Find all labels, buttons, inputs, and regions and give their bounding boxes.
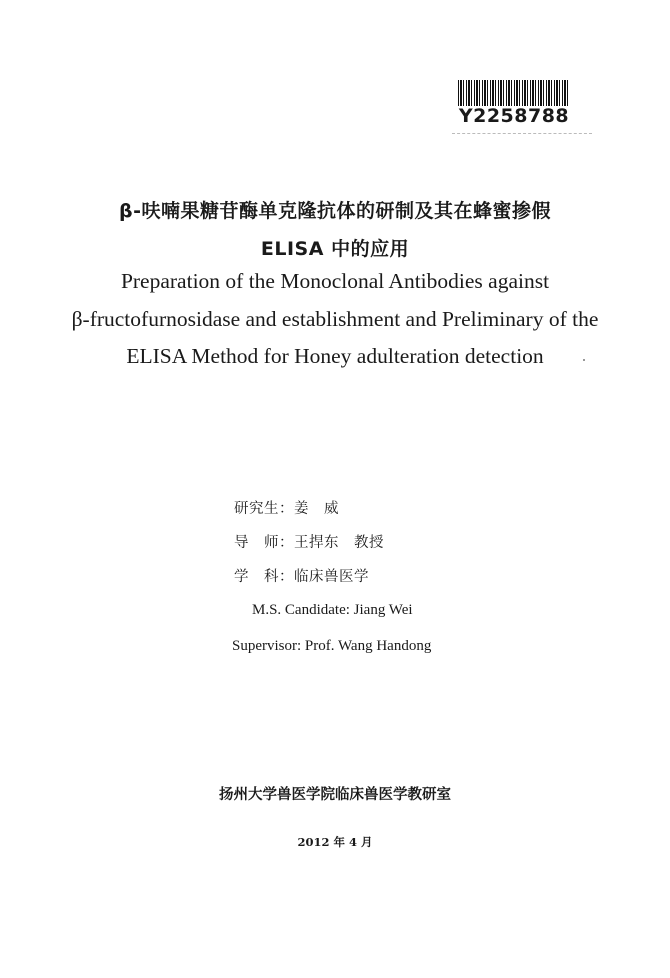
scan-speck (583, 359, 585, 361)
candidate-en-line: M.S. Candidate: Jiang Wei (252, 602, 413, 618)
title-en-line-3: ELISA Method for Honey adulteration detection (126, 344, 544, 368)
barcode-block (456, 80, 576, 126)
title-en-line-1: Preparation of the Monoclonal Antibodies against (120, 269, 550, 293)
barcode-number: Y2258788 (458, 105, 570, 127)
student-line: 研究生：姜 威 (234, 501, 339, 517)
date-line: 2012 年 4 月 (297, 835, 373, 849)
discipline-line: 学 科：临床兽医学 (234, 569, 369, 585)
institution-name: 扬州大学兽医学院临床兽医学教研室 (219, 787, 451, 803)
title-cn-line-2: ELISA 中的应用 (260, 238, 410, 260)
supervisor-en-line: Supervisor: Prof. Wang Handong (232, 638, 432, 654)
barcode-dashed-line (452, 133, 592, 134)
barcode-image (458, 80, 570, 106)
supervisor-line: 导 师：王捍东 教授 (234, 535, 384, 551)
title-en-line-2: β-fructofurnosidase and establishment and Preliminary of the (71, 307, 599, 331)
title-cn-line-1: β-呋喃果糖苷酶单克隆抗体的研制及其在蜂蜜掺假 (119, 200, 551, 222)
